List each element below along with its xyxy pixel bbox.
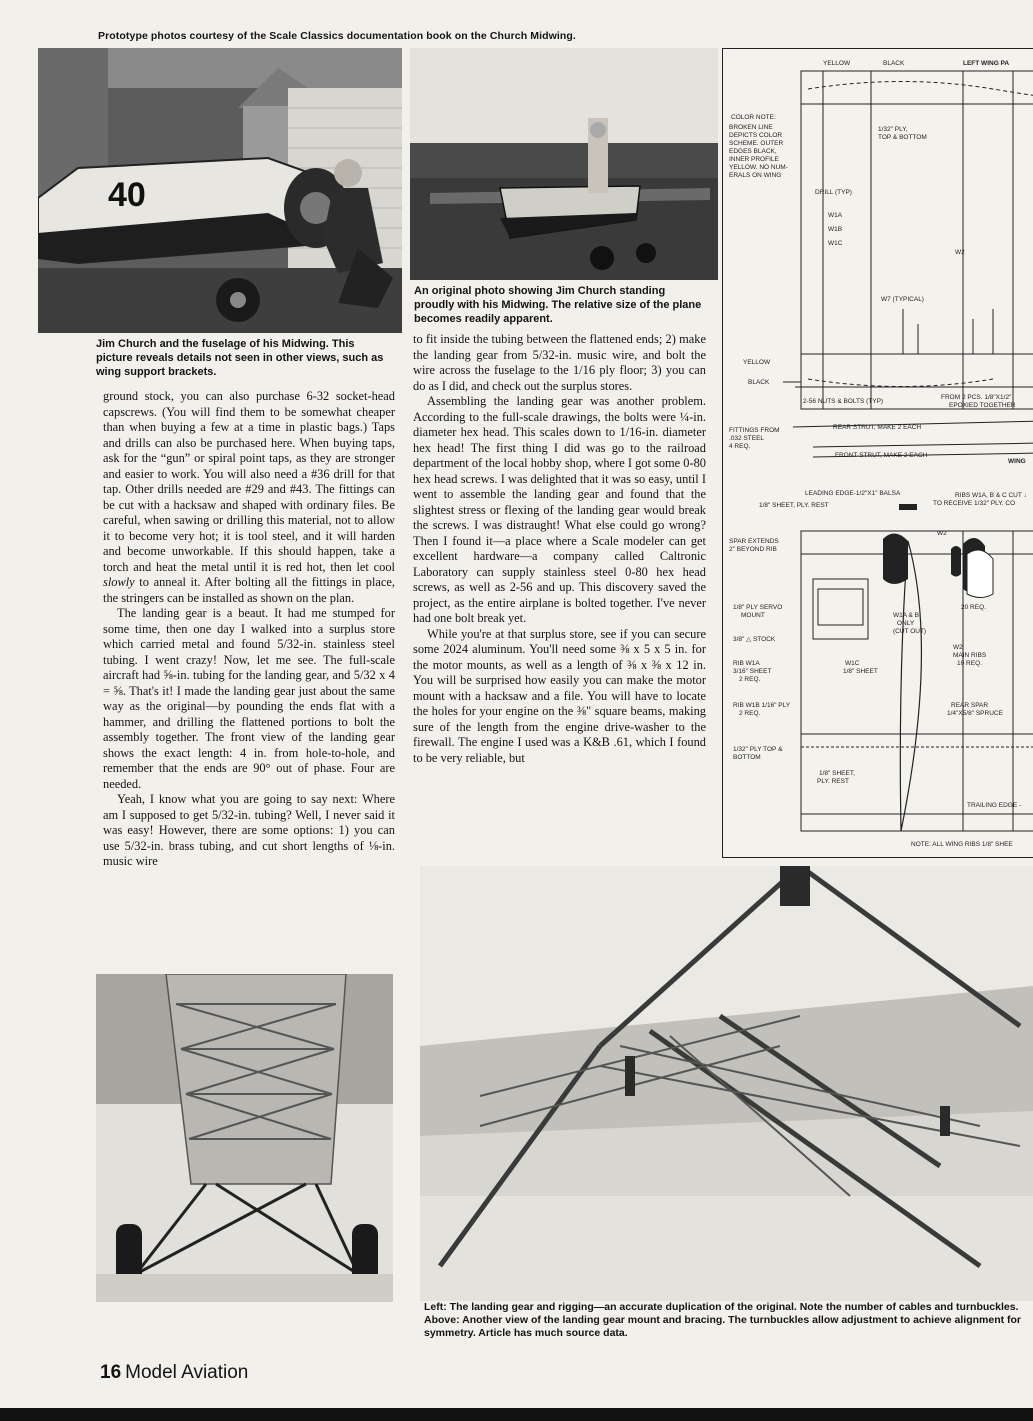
plan-w2: W2: [955, 249, 965, 256]
plan-w1ab-1: W1A & B: [893, 612, 920, 619]
plan-ply-2: TOP & BOTTOM: [878, 134, 927, 141]
plan-main-ribs-3: 10 REQ.: [957, 660, 982, 667]
plan-main-ribs-1: W2: [953, 644, 963, 651]
plan-ply-bottom-2: BOTTOM: [733, 754, 761, 761]
plan-ply-bottom-1: 1/32" PLY TOP &: [733, 746, 783, 753]
plan-servo-1: 1/8" PLY SERVO: [733, 604, 783, 611]
fuselage-number: 40: [108, 176, 146, 214]
caption-fuselage: Jim Church and the fuselage of his Midwing. This picture reveals details not seen in other views, such as wing support brackets.: [96, 338, 384, 378]
plan-stock: 3/8" △ STOCK: [733, 636, 776, 643]
plan-w1ab-3: (CUT OUT): [893, 628, 927, 635]
photo-fuselage: [38, 48, 402, 333]
plan-wing-label: WING: [1008, 458, 1026, 465]
plan-leading-edge: LEADING EDGE-1/2"X1" BALSA: [805, 490, 901, 497]
plan-rear-spar-1: REAR SPAR: [951, 702, 989, 709]
col1-paragraph-1: ground stock, you can also purchase 6-32 socket-head capscrews. (You will find them to be somewhat cheaper than when buying a few at a time in plastic bags.) Taps and drills can also be purchased here. When buying taps, ask for the “gun” or spiral point taps, as they are stronger and easier to work. You will also need a #36 drill for that tap. Other drills needed are #29 and #43. The fittings can be cut with a hacksaw and shaped with ordinary files. Be careful, when sawing or drilling this material, not to allow it to become very hot; it is tool steel, and it will harden and become unworkable. If this should happen, take a torch and heat the metal until it is red hot, then let cool: [103, 389, 395, 574]
page-footer: [100, 1362, 248, 1384]
photo-credit: Prototype photos courtesy of the Scale Classics documentation book on the Church Midwing.: [98, 30, 576, 42]
plan-w1b: W1B: [828, 226, 843, 233]
photo-landing-gear-above: [420, 866, 1033, 1301]
plan-color-note-5: EDGES BLACK,: [729, 148, 777, 155]
plan-ply-1: 1/32" PLY,: [878, 126, 908, 133]
plan-black-side: BLACK: [748, 379, 770, 386]
plan-rear-strut: REAR STRUT, MAKE 2 EACH: [833, 424, 922, 431]
plan-rib-w1a-3: 2 REQ.: [739, 676, 761, 683]
plan-color-note-3: DEPICTS COLOR: [729, 132, 783, 139]
col1-paragraph-1-end: to anneal it. After bolting all the fittings in place, the stringers can be installed as shown on the plan.: [103, 575, 395, 605]
plan-spar-extends-1: SPAR EXTENDS: [729, 538, 779, 545]
plan-color-note-1: COLOR NOTE:: [731, 114, 776, 121]
caption-bottom: Left: The landing gear and rigging—an accurate duplication of the original. Note the number of cables and turnbuckles. Above: Another view of the landing gear mount and bracing. The turnbuckles allow adjustment to achieve alignment for symmetry. Article has much source data.: [424, 1301, 1022, 1339]
col1-emphasis: slowly: [103, 575, 135, 589]
plan-rear-spar-2: 1/4"X5/8" SPRUCE: [947, 710, 1003, 717]
plan-fittings-2: .032 STEEL: [729, 435, 765, 442]
caption-standing: An original photo showing Jim Church standing proudly with his Midwing. The relative size of the plane becomes readily apparent.: [414, 285, 702, 325]
plan-color-note-2: BROKEN LINE: [729, 124, 773, 131]
plan-ribs-cut-2: TO RECEIVE 1/32" PLY. CO: [933, 500, 1016, 507]
page-number: 16: [100, 1362, 122, 1383]
plan-nuts-bolts: 2-56 NUTS & BOLTS (TYP): [803, 398, 884, 405]
plan-w1a: W1A: [828, 212, 843, 219]
col2-paragraph-3: While you're at that surplus store, see if you can secure some 2024 aluminum. You'll need some ⅜ x 5 x 5 in. for the motor mounts, as well as a length of ⅜ x ⅜ x 12 in. You will be surprised how easily you can make the motor mount with a hacksaw and a file. You will have to locate the holes for your engine on the ⅜" square beams, making sure of the length from the engine drive-washer to the firewall. The engine I used was a K&B .61, which I found to be very reliable, but: [413, 626, 706, 765]
plan-fittings-1: FITTINGS FROM: [729, 427, 780, 434]
col2-paragraph-1: to fit inside the tubing between the flattened ends; 2) make the landing gear from 5/32-in. music wire, and bolt the wire across the fuselage to the 1/16 ply floor; 3) you can do as I did, and check out the surplus stores.: [413, 332, 706, 393]
col2-paragraph-2: Assembling the landing gear was another problem. According to the full-scale drawings, the bolts were ¼-in. diameter hex head. This scales down to 1/16-in. diameter hex head! The first thing I did was go to the railroad department of the local hobby shop, where I got some 0-80 hex head screws. I was delighted that it was so easy, until I went to assemble the landing gear and found that the slightest stress or flexing of the landing gear would break the screws. I was distraught! What else could go wrong? Then I found it—a place where a Scale modeler can get excellent hardware—a company called Caltronic Laboratory can supply stainless steel 0-80 hex head screws, as well as 2-56 and up. This discovery saved the project, as the entire airplane is bolted together. I've never had one bolt break yet.: [413, 394, 706, 625]
plan-sheet-rest-2: PLY. REST: [817, 778, 849, 785]
plan-ribs-cut-1: RIBS W1A, B & C CUT ↓: [955, 492, 1027, 499]
plan-rib-w1a-2: 3/16" SHEET: [733, 668, 772, 675]
plan-drill: DRILL (TYP): [815, 189, 852, 196]
plan-w7: W7 (TYPICAL): [881, 296, 924, 303]
plan-sheet-ply: 1/8" SHEET, PLY. REST: [759, 502, 829, 509]
plan-w1c: W1C: [828, 240, 843, 247]
col1-paragraph-3: Yeah, I know what you are going to say next: Where am I supposed to get 5/32-in. tubing? Well, I never said it was easy! However, there are some options: 1) you can use 5/32-in. brass tubing, and cut short lengths of ⅛-in. music wire: [103, 792, 395, 868]
plan-front-strut: FRONT STRUT, MAKE 2 EACH: [835, 452, 928, 459]
plan-from-pcs-1: FROM 2 PCS. 1/8"X1/2": [941, 394, 1012, 401]
col1-paragraph-2: The landing gear is a beaut. It had me stumped for some time, then one day I walked into a surplus store which carried metal and found 5/32-in. stainless steel tubing. I went crazy! Now, let me see. The full-scale aircraft had ⅝-in. tubing for the landing gear, and 5/32 x 4 = ⅝. That's it! I made the landing gear just about the same way as the original—by pounding the ends flat with a hammer, and drilling the flattened portions to bolt the assembly together. The front view of the landing gear shows the exact length: 4 in. from hole-to-hole, and remember that the ends are 90° out of phase. Four are needed.: [103, 606, 395, 791]
plan-rib-w1a-1: RIB W1A: [733, 660, 760, 667]
plan-black-top: BLACK: [883, 60, 905, 67]
plan-color-note-8: ERALS ON WING: [729, 172, 782, 179]
plan-rib-w1b-1: RIB W1B 1/16" PLY: [733, 702, 791, 709]
magazine-name: Model Aviation: [125, 1362, 249, 1383]
plan-w2b: W2: [937, 530, 947, 537]
plan-sheet-rest-1: 1/8" SHEET,: [819, 770, 855, 777]
plan-color-note-6: INNER PROFILE: [729, 156, 779, 163]
plan-servo-2: MOUNT: [741, 612, 765, 619]
article-column-2: [413, 332, 706, 766]
photo-landing-gear-left: [96, 974, 393, 1302]
plan-fittings-3: 4 REQ.: [729, 443, 751, 450]
plan-left-wing: LEFT WING PA: [963, 60, 1010, 67]
plan-yellow-side: YELLOW: [743, 359, 771, 366]
article-column-1: [103, 389, 395, 870]
plan-20-req: 20 REQ.: [961, 604, 986, 611]
plan-from-pcs-2: EPOXIED TOGETHER: [949, 402, 1016, 409]
plan-trailing-edge: TRAILING EDGE -: [967, 802, 1022, 809]
plan-w1ab-2: ONLY: [897, 620, 915, 627]
plan-yellow-top: YELLOW: [823, 60, 851, 67]
photo-standing: [410, 48, 718, 280]
plan-w1c-sheet-1: W1C: [845, 660, 860, 667]
plan-note: NOTE: ALL WING RIBS 1/8" SHEE: [911, 841, 1013, 848]
plan-rib-w1b-2: 2 REQ.: [739, 710, 761, 717]
plan-main-ribs-2: MAIN RIBS: [953, 652, 987, 659]
wing-plan-drawing: [722, 48, 1033, 858]
plan-color-note-7: YELLOW. NO NUM-: [729, 164, 788, 171]
plan-w1c-sheet-2: 1/8" SHEET: [843, 668, 878, 675]
plan-color-note-4: SCHEME. OUTER: [729, 140, 784, 147]
plan-spar-extends-2: 2" BEYOND RIB: [729, 546, 777, 553]
